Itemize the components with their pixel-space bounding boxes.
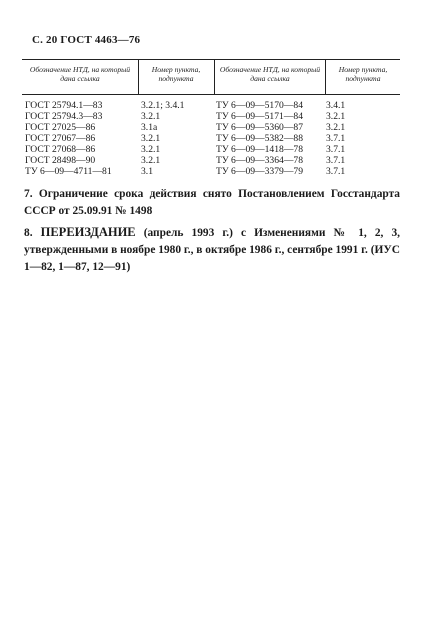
table-row: [22, 155, 400, 166]
table-cell: ГОСТ 25794.1—83: [25, 100, 103, 111]
table-cell: 3.2.1: [326, 111, 346, 122]
table-cell: 3.2.1: [141, 155, 161, 166]
table-cell: ГОСТ 25794.3—83: [25, 111, 103, 122]
note-number: 8.: [24, 227, 33, 239]
note-title: ПЕРЕИЗДАНИЕ: [40, 225, 136, 239]
table-cell: 3.2.1: [141, 133, 161, 144]
table-row: [22, 100, 400, 111]
table-cell: 3.4.1: [326, 100, 346, 111]
table-body: [22, 100, 400, 177]
column-header-ntd-2: Обозначение НТД, на который дана ссылка: [219, 65, 321, 83]
note-text: (апрель 1993 г.) с Изменениями № 1, 2, 3, утвержденными в ноябре 1980 г., в октябре 1986 г., сентябре 1991 г. (ИУС 1—82, 1—87, 12—91): [24, 227, 400, 273]
table-cell: ГОСТ 27067—86: [25, 133, 96, 144]
table-cell: ТУ 6—09—3364—78: [216, 155, 304, 166]
table-cell: ТУ 6—09—5382—88: [216, 133, 304, 144]
table-row: [22, 166, 400, 177]
column-header-item-1: Номер пункта, подпункта: [151, 65, 201, 83]
table-top-rule: [22, 59, 400, 60]
table-cell: 3.7.1: [326, 144, 346, 155]
page-header: С. 20 ГОСТ 4463—76: [32, 34, 141, 46]
note-number: 7.: [24, 188, 33, 200]
column-divider: [325, 59, 326, 94]
table-cell: ГОСТ 27025—86: [25, 122, 96, 133]
table-header-rule: [22, 94, 400, 95]
column-header-ntd-1: Обозначение НТД, на который дана ссылка: [29, 65, 131, 83]
table-cell: ТУ 6—09—3379—79: [216, 166, 304, 177]
column-divider: [138, 59, 139, 94]
table-cell: 3.7.1: [326, 155, 346, 166]
table-cell: 3.1а: [141, 122, 158, 133]
table-cell: 3.2.1: [141, 111, 161, 122]
table-row: [22, 122, 400, 133]
table-row: [22, 144, 400, 155]
table-cell: ГОСТ 27068—86: [25, 144, 96, 155]
table-cell: 3.2.1: [141, 144, 161, 155]
table-cell: ГОСТ 28498—90: [25, 155, 96, 166]
table-cell: ТУ 6—09—4711—81: [25, 166, 112, 177]
note-8: [24, 224, 400, 276]
table-cell: 3.2.1: [326, 122, 346, 133]
column-header-item-2: Номер пункта, подпункта: [338, 65, 388, 83]
note-7: [24, 186, 400, 220]
table-row: [22, 133, 400, 144]
table-cell: 3.7.1: [326, 133, 346, 144]
table-cell: 3.1: [141, 166, 153, 177]
table-cell: 3.2.1; 3.4.1: [141, 100, 185, 111]
table-cell: ТУ 6—09—5360—87: [216, 122, 304, 133]
table-cell: 3.7.1: [326, 166, 346, 177]
table-cell: ТУ 6—09—5171—84: [216, 111, 304, 122]
table-row: [22, 111, 400, 122]
column-divider: [214, 59, 215, 94]
table-cell: ТУ 6—09—5170—84: [216, 100, 304, 111]
note-text: Ограничение срока действия снято Постановлением Госстандарта СССР от 25.09.91 № 1498: [24, 188, 401, 217]
table-cell: ТУ 6—09—1418—78: [216, 144, 304, 155]
